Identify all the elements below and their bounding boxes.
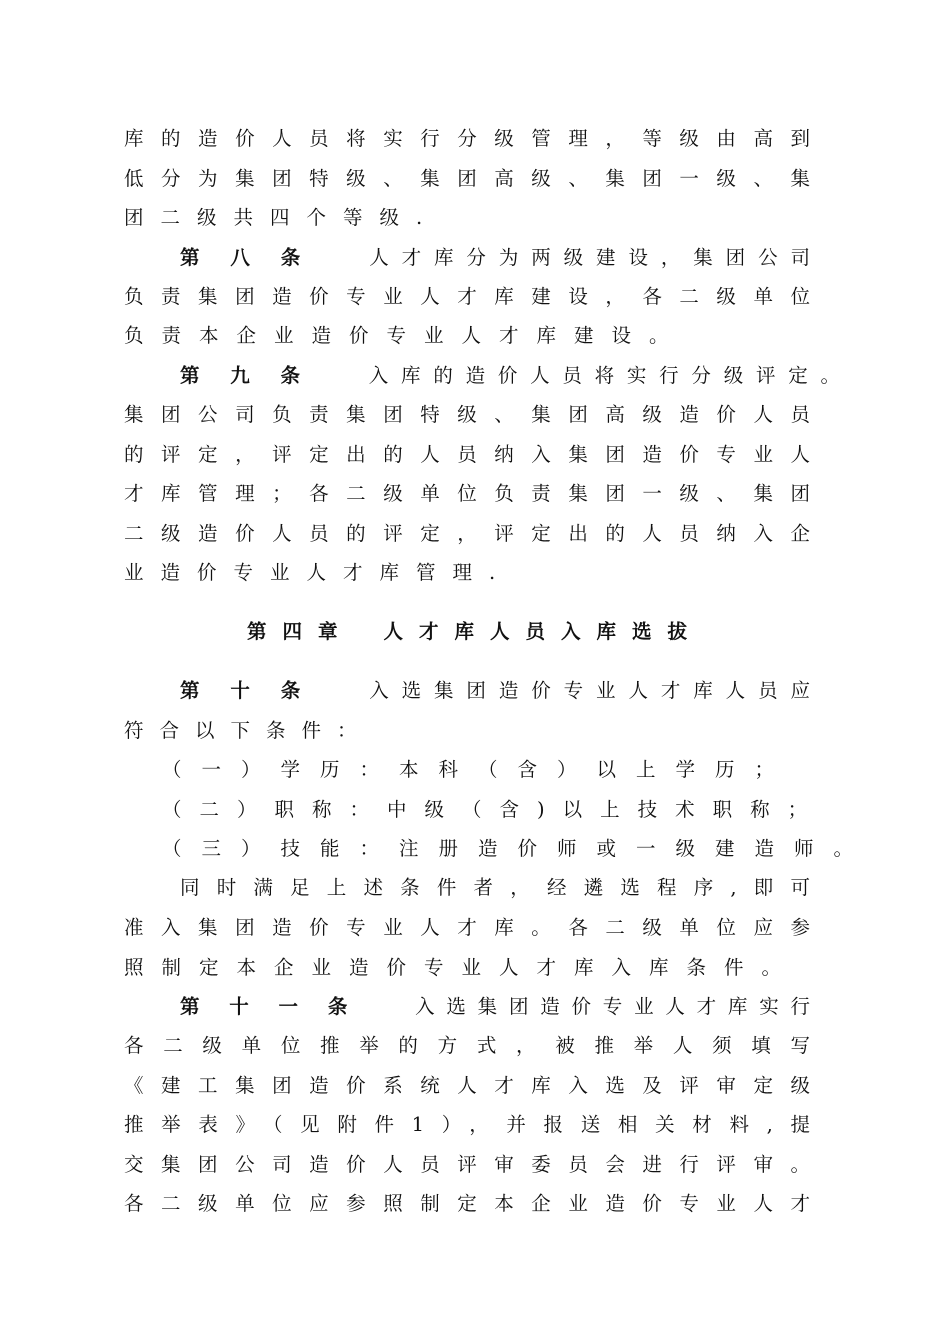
article-11-text: 入选集团造价专业人才库实行 <box>415 995 810 1018</box>
article-11-line-5: 交集团公司造价人员评审委员会进行评审。 <box>124 1153 810 1176</box>
article-11-line-6: 各二级单位应参照制定本企业造价专业人才 <box>124 1192 810 1215</box>
article-9-line-6: 业造价专业人才库管理. <box>124 561 513 584</box>
article-11-line-3: 《建工集团造价系统人才库入选及评审定级 <box>124 1074 810 1097</box>
article-10-note-line-1: 同时满足上述条件者，经遴选程序,即可 <box>180 876 810 899</box>
article-10-note-line-2: 准入集团造价专业人才库。各二级单位应参 <box>124 916 810 939</box>
article-10-note-line-3: 照制定本企业造价专业人才库入库条件。 <box>124 956 800 979</box>
article-10-line-2: 符合以下条件： <box>124 719 373 742</box>
article-9-line-4: 才库管理；各二级单位负责集团一级、集团 <box>124 482 810 505</box>
article-11-label: 第十一条 <box>180 995 378 1018</box>
chapter-4-heading <box>0 617 950 647</box>
intro-line-1: 库的造价人员将实行分级管理，等级由高到 <box>124 127 810 150</box>
intro-line-3: 团二级共四个等级. <box>124 206 440 229</box>
article-11-line-2: 各二级单位推举的方式，被推举人须填写 <box>124 1034 810 1057</box>
article-9-label: 第九条 <box>180 364 331 387</box>
article-9-line-2: 集团公司负责集团特级、集团高级造价人员 <box>124 403 810 426</box>
article-8-line-2: 负责集团造价专业人才库建设，各二级单位 <box>124 285 810 308</box>
article-9-line-3: 的评定，评定出的人员纳入集团造价专业人 <box>124 443 810 466</box>
article-9-first-line <box>180 361 840 391</box>
condition-3: （三）技能：注册造价师或一级建造师。 <box>162 837 874 860</box>
article-8-first-line <box>180 243 810 273</box>
condition-2: （二）职称：中级（含)以上技术职称； <box>162 798 826 821</box>
chapter-4-label: 第四章 <box>246 620 354 643</box>
article-9-line-5: 二级造价人员的评定，评定出的人员纳入企 <box>124 522 810 545</box>
article-9-text: 入库的造价人员将实行分级评定。 <box>368 364 840 387</box>
intro-line-2: 低分为集团特级、集团高级、集团一级、集 <box>124 167 810 190</box>
article-10-text: 入选集团造价专业人才库人员应 <box>369 679 810 702</box>
condition-1: （一）学历：本科（含）以上学历； <box>162 758 795 781</box>
article-11-first-line <box>180 992 810 1022</box>
article-8-label: 第八条 <box>180 246 332 269</box>
article-8-line-3: 负责本企业造价专业人才库建设。 <box>124 324 687 347</box>
article-11-line-4: 推举表》（见附件1），并报送相关材料,提 <box>124 1113 810 1136</box>
article-10-first-line <box>180 676 810 706</box>
article-8-text: 人才库分为两级建设，集团公司 <box>369 246 810 269</box>
chapter-4-title: 人才库人员入库选拔 <box>383 620 704 643</box>
article-10-label: 第十条 <box>180 679 332 702</box>
